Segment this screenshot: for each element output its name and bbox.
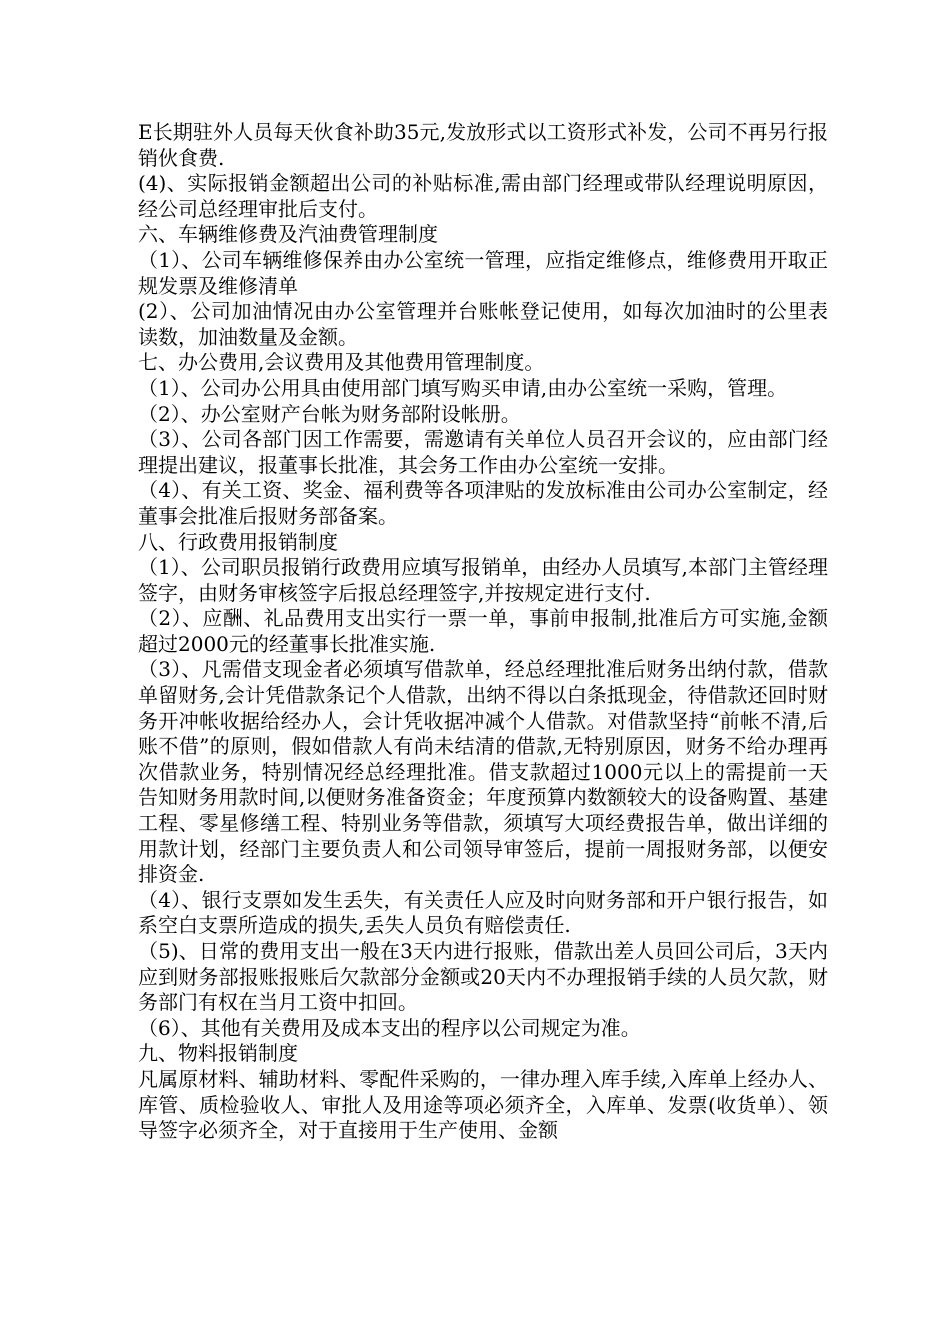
- paragraph-meetings: （3）、公司各部门因工作需要，需邀请有关单位人员召开会议的，应由部门经理提出建议，报董事长批准，其会务工作由办公室统一安排。: [138, 427, 828, 477]
- paragraph-office-supplies: （1）、公司办公用具由使用部门填写购买申请,由办公室统一采购，管理。: [138, 375, 788, 400]
- paragraph-cash-advances: （3）、凡需借支现金者必须填写借款单，经总经理批准后财务出纳付款，借款单留财务,会计凭借款条记个人借款，出纳不得以白条抵现金，待借款还回时财务开冲帐收据给经办人，会计凭收据冲减个人借款。对借款坚持“前帐不清,后账不借”的原则，假如借款人有尚未结清的借款,无特别原因，财务不给办理再次借款业务，特别情况经总经理批准。借支款超过1000元以上的需提前一天告知财务用款时间,以便财务准备资金；年度预算内数额较大的设备购置、基建工程、零星修缮工程、特别业务等借款，须填写大项经费报告单，做出详细的用款计划，经部门主要负责人和公司领导审签后，提前一周报财务部，以便安排资金.: [138, 657, 828, 887]
- document-page: [138, 120, 828, 1144]
- paragraph-excess-reimbursement: (4)、实际报销金额超出公司的补贴标准,需由部门经理或带队经理说明原因，经公司总经理审批后支付。: [138, 171, 828, 221]
- paragraph-entertainment-gifts: （2）、应酬、礼品费用支出实行一票一单，事前申报制,批准后方可实施,金额超过2000元的经董事长批准实施.: [138, 606, 828, 656]
- section-heading-vehicle: 六、车辆维修费及汽油费管理制度: [138, 222, 438, 247]
- paragraph-lost-cheques: （4）、银行支票如发生丢失，有关责任人应及时向财务部和开户银行报告，如系空白支票所造成的损失,丢失人员负有赔偿责任.: [138, 887, 828, 938]
- section-heading-office-expenses: 七、办公费用,会议费用及其他费用管理制度。: [138, 350, 545, 375]
- section-heading-materials: 九、物料报销制度: [138, 1041, 298, 1066]
- paragraph-meal-allowance: E长期驻外人员每天伙食补助35元,发放形式以工资形式补发，公司不再另行报销伙食费.: [138, 120, 828, 170]
- paragraph-vehicle-maintenance: （1）、公司车辆维修保养由办公室统一管理，应指定维修点，维修费用开取正规发票及维修清单: [138, 247, 828, 298]
- paragraph-other-costs: （6）、其他有关费用及成本支出的程序以公司规定为准。: [138, 1015, 641, 1040]
- paragraph-materials-receipt: 凡属原材料、辅助材料、零配件采购的，一律办理入库手续,入库单上经办人、库管、质检验收人、审批人及用途等项必须齐全，入库单、发票(收货单）、领导签字必须齐全，对于直接用于生产使用、金额: [138, 1066, 828, 1143]
- paragraph-fuel-records: (2）、公司加油情况由办公室管理并台账帐登记使用，如每次加油时的公里表读数，加油数量及金额。: [138, 299, 828, 349]
- paragraph-asset-ledger: （2）、办公室财产台帐为财务部附设帐册。: [138, 401, 521, 426]
- paragraph-admin-reimbursement: （1）、公司职员报销行政费用应填写报销单，由经办人员填写,本部门主管经理签字，由财务审核签字后报总经理签字,并按规定进行支付.: [138, 555, 828, 605]
- section-heading-admin-expenses: 八、行政费用报销制度: [138, 529, 338, 554]
- paragraph-settlement-deadline: （5)、日常的费用支出一般在3天内进行报账，借款出差人员回公司后，3天内应到财务部报账报账后欠款部分金额或20天内不办理报销手续的人员欠款，财务部门有权在当月工资中扣回。: [138, 939, 828, 1015]
- paragraph-allowance-standards: （4）、有关工资、奖金、福利费等各项津贴的发放标准由公司办公室制定，经董事会批准后报财务部备案。: [138, 478, 828, 528]
